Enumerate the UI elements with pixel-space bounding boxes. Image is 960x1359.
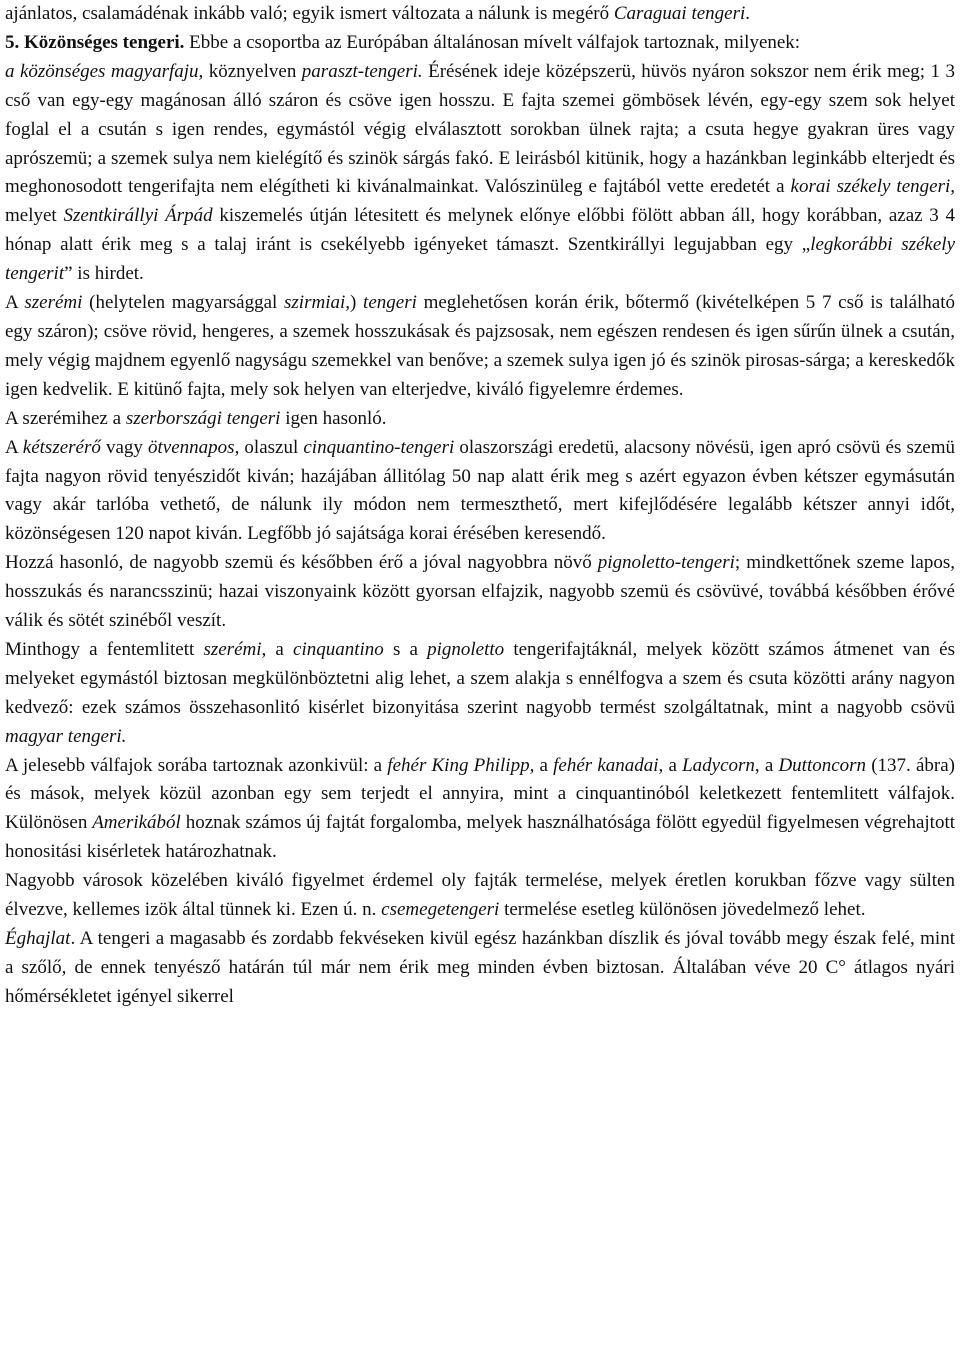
text-run: melyet: [5, 205, 64, 227]
italic-text: a közönséges magyarfaju,: [5, 60, 204, 82]
text-run: (helytelen magyarsággal: [82, 292, 285, 314]
paragraph: [5, 0, 955, 29]
text-run: a: [534, 754, 554, 776]
text-run: meglehetősen korán érik, bőtermő (kivételképen 5 7 cső is található egy száron); csöve rövid, hengeres, a szemek hosszukásak és pajzsosak, nem egészen rendesen és igen sűrűn ülnek a csután, mely végig majdnem egyenlő nagyságu szemekkel van benőve; a szemek sulya igen jó és szinök pirosas-sárga; a kereskedők igen kedvelik. E kitünő fajta, mely sok helyen van elterjedve, kiváló figyelemre érdemes.: [5, 292, 955, 400]
text-run: kiszemelés útján létesitett és melynek előnye előbbi fölött abban áll, hogy korábban, azaz 3 4 hónap alatt érik meg s a talaj iránt is csekélyebb igényeket támaszt. Szentkirállyi legujabban egy „: [5, 205, 956, 256]
text-run: vagy: [100, 436, 149, 458]
italic-text: Duttoncorn: [778, 754, 867, 776]
text-run: (137. ábra) és mások, melyek közül azonban egy sem terjedt el annyira, mint a cinquantinóból keletkezett fentemlitett válfajok. Különösen: [5, 754, 955, 834]
text-run: , a: [754, 754, 779, 776]
text-run: A: [5, 436, 23, 458]
italic-text: korai székely tengeri,: [790, 176, 955, 198]
text-run: , olaszul: [234, 436, 304, 458]
italic-text: tengeri: [363, 292, 417, 314]
paragraph: [5, 925, 955, 1012]
italic-text: cinquantino: [293, 638, 384, 660]
italic-text: pignoletto-tengeri: [597, 552, 735, 574]
text-run: A: [5, 292, 25, 314]
paragraph: [5, 549, 955, 636]
text-run: tengerifajtáknál, melyek között számos átmenet van és melyeket egymástól biztosan megkülönböztetni alig lehet, a szem alakja s ennélfogva a szem és csuta közötti arány nagyon kedvező: ezek számos összehasonlitó kisérlet bizonyitása szerint nagyobb termést szolgáltatnak, mint a nagyobb csövü: [5, 638, 956, 718]
text-run: .: [745, 3, 751, 24]
text-run: termelése esetleg különösen jövedelmező lehet.: [499, 899, 866, 921]
text-run: ; mindkettőnek szeme lapos, hosszukás és narancsszinü; hazai viszonyaink között gyorsan elfajzik, nagyobb szemü és csövüvé, továbbá későbben érővé válik és sötét szinéből veszít.: [5, 552, 956, 632]
paragraph: [5, 636, 955, 752]
italic-text: Amerikából: [92, 812, 181, 834]
italic-text: cinquantino-tengeri: [303, 436, 455, 458]
text-run: Érésének ideje középszerü, hüvös nyáron sokszor nem érik meg; 1 3 cső van egy-egy magánosan álló száron és csöve igen hosszu. E fajta szemei gömbösek lévén, egy-egy szem sok helyet foglal el a csután s igen rendes, egymástól végig elválasztott sorokban ülnek rajta; a csuta hegye gyakran üres vagy aprószemü; a szemek sulya nem kielégítő és szinök sárgás fakó. E leirásból kitünik, hogy a hazánkban leginkább elterjedt és meghonosodott tengerifajta nem elégítheti ki kivánalmainkat. Valószinüleg e fajtából vette eredetét a: [5, 60, 955, 198]
italic-text: legkorábbi székely tengerit: [5, 234, 955, 285]
italic-text: ötvennapos: [148, 436, 235, 458]
text-run: Ebbe a csoportba az Európában általánosan mívelt válfajok tartoznak, milyenek:: [184, 31, 801, 53]
paragraph: [5, 867, 955, 925]
text-run: , a: [658, 754, 683, 776]
paragraph: [5, 405, 955, 434]
paragraph: [5, 289, 955, 405]
text-run: Minthogy a fentemlitett: [5, 638, 204, 660]
italic-text: Szentkirállyi Árpád: [63, 205, 213, 227]
italic-text: magyar tengeri.: [5, 725, 127, 747]
italic-text: Ladycorn: [682, 754, 755, 776]
italic-text: kétszerérő: [22, 436, 101, 458]
paragraph: [5, 58, 955, 289]
italic-text: szerémi,: [203, 638, 267, 660]
italic-text: Caraguai tengeri: [613, 3, 746, 24]
text-run: olaszországi eredetü, alacsony növésü, igen apró csövü és szemü fajta nagyon rövid tenyészidőt kiván; hazájában állitólag 50 nap alatt érik meg s azért egyazon évben kétszer egymásután vagy akár tarlóba vethető, de nálunk ily módon nem termeszthető, mert kifejlődésére legalább kétszer annyi időt, közönségesen 120 napot kiván. Legfőbb jó sajátsága korai érésében keresendő.: [5, 436, 955, 545]
text-run: s a: [383, 638, 428, 660]
text-run: A jelesebb válfajok sorába tartoznak azonkivül: a: [5, 754, 388, 776]
text-run: Nagyobb városok közelében kiváló figyelmet érdemel oly fajták termelése, melyek éretlen korukban főzve vagy sülten élvezve, kellemes izök által tünnek ki. Ezen ú. n.: [5, 870, 955, 921]
paragraph: [5, 752, 955, 868]
italic-text: fehér kanadai: [553, 754, 659, 776]
text-run: köznyelven: [203, 60, 302, 82]
bold-text: 5. Közönséges tengeri.: [5, 31, 185, 53]
text-run: ): [350, 292, 364, 314]
italic-text: pignoletto: [427, 638, 505, 660]
text-run: Hozzá hasonló, de nagyobb szemü és későbben érő a jóval nagyobbra növő: [5, 552, 598, 574]
text-run: a: [266, 638, 294, 660]
text-run: hoznak számos új fajtát forgalomba, melyek használhatósága fölött egyedül figyelmesen végrehajtott honositási kisérletek határozhatnak.: [5, 812, 956, 863]
text-run: igen hasonló.: [280, 407, 387, 429]
text-run: . A tengeri a magasabb és zordabb fekvéseken kivül egész hazánkban díszlik és jóval tovább megy észak felé, mint a szőlő, de ennek tenyésző határán túl már nem érik meg minden évben biztosan. Általában véve 20 C° átlagos nyári hőmérsékletet igényel sikerrel: [5, 928, 955, 1007]
text-run: ” is hirdet.: [64, 263, 144, 285]
italic-text: csemegetengeri: [381, 899, 500, 921]
italic-text: szirmiai,: [284, 292, 351, 314]
text-run: ajánlatos, csalamádénak inkább való; egyik ismert változata a nálunk is megérő: [5, 3, 614, 24]
paragraph: [5, 434, 955, 550]
italic-text: paraszt-tengeri.: [301, 60, 423, 82]
italic-text: Éghajlat: [5, 928, 71, 949]
italic-text: szerémi: [24, 292, 83, 314]
paragraph: [5, 29, 955, 58]
italic-text: fehér King Philipp,: [387, 754, 535, 776]
italic-text: szerbországi tengeri: [125, 407, 281, 429]
text-run: A szerémihez a: [5, 407, 126, 429]
